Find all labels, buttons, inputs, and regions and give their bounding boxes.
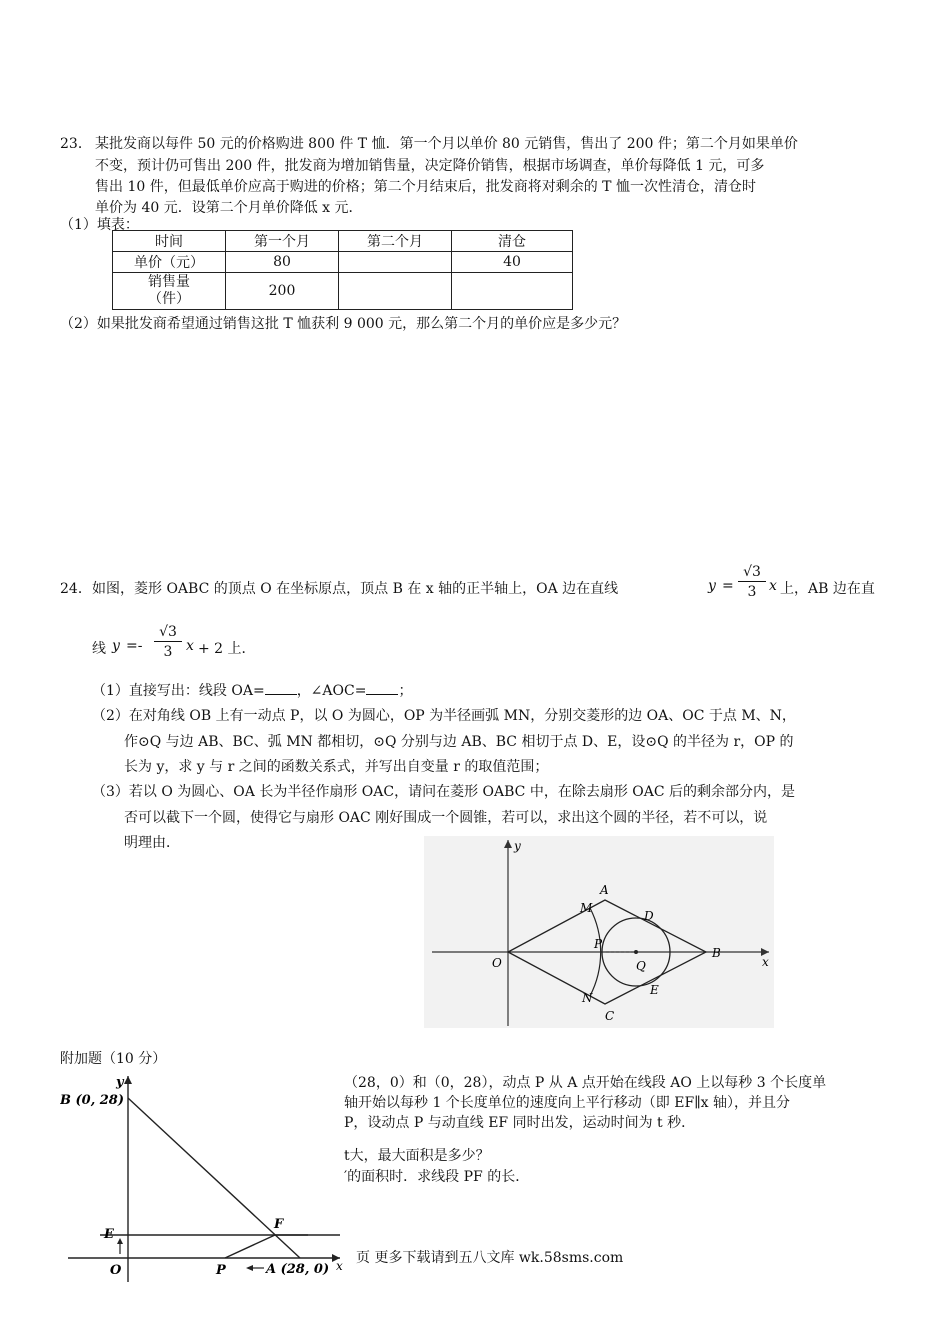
label-o: O (110, 1263, 122, 1278)
q23-part1-label: （1）填表： (60, 217, 139, 233)
table-cell (339, 252, 452, 273)
q24-part2-line-3: 长为 y，求 y 与 r 之间的函数关系式，并写出自变量 r 的取值范围； (124, 759, 549, 775)
table-cell: 单价（元） (113, 252, 226, 273)
table-cell: 销售量（件） (113, 273, 226, 310)
q24-part2-line-1: （2）在对角线 OB 上有一动点 P，以 O 为圆心，OP 为半径画弧 MN，分别交菱形的边 OA、OC 于点 M、N， (92, 708, 796, 724)
label-a: A (28, 0) (266, 1262, 330, 1277)
q24-part1 (92, 680, 412, 700)
q23-line-4: 单价为 40 元．设第二个月单价降低 x 元． (95, 200, 363, 216)
label-x: x (336, 1259, 343, 1273)
label-b: B (0, 28) (60, 1093, 125, 1108)
label-m: M (580, 901, 593, 915)
footer-download-note: 页 更多下载请到五八文库 wk.58sms.com (356, 1250, 624, 1266)
q24-line2-tail: + 2 上． (198, 641, 256, 657)
left-arrow-icon (246, 1265, 253, 1271)
table-row (113, 273, 573, 310)
bonus-line-4: t大，最大面积是多少？ (344, 1148, 490, 1164)
q24-part2-line-2: 作⊙Q 与边 AB、BC、弧 MN 都相切，⊙Q 分别与边 AB、BC 相切于点 D、E，设⊙Q 的半径为 r，OP 的 (124, 734, 794, 750)
bonus-line-2: 轴开始以每秒 1 个长度单位的速度向上平行移动（即 EF∥x 轴），并且分 (344, 1095, 791, 1111)
label-b: B (712, 946, 721, 960)
label-y: y (514, 839, 521, 853)
segment-pf (225, 1235, 275, 1258)
q24-line2-text: 线 (92, 641, 106, 657)
label-e: E (104, 1227, 114, 1242)
q23-line-2: 不变，预计仍可售出 200 件，批发商为增加销售量，决定降价销售，根据市场调查，单价每降低 1 元，可多 (95, 158, 765, 174)
q24-rhombus-figure (424, 836, 774, 1028)
blank-oa[interactable] (265, 682, 297, 695)
table-cell: 80 (226, 252, 339, 273)
bonus-figure (60, 1070, 348, 1285)
q24-line2-eq: =- (126, 638, 143, 654)
q24-line1-text: 如图，菱形 OABC 的顶点 O 在坐标原点，顶点 B 在 x 轴的正半轴上，OA 边在直线 (92, 581, 619, 597)
label-d: D (644, 909, 654, 923)
bonus-line-5: ′的面积时．求线段 PF 的长． (344, 1169, 530, 1185)
q24-part1-mid: ，∠AOC= (296, 683, 367, 699)
q24-part1-text: （1）直接写出：线段 OA= (92, 683, 265, 699)
frac-numerator: √3 (738, 563, 766, 582)
label-o: O (492, 956, 502, 970)
label-n: N (582, 991, 593, 1005)
table-cell: 200 (226, 273, 339, 310)
q24-line1-y: y (708, 578, 716, 594)
label-p: P (216, 1263, 226, 1278)
bonus-line-3: P，设动点 P 与动直线 EF 同时出发，运动时间为 t 秒． (344, 1115, 696, 1131)
table-header-cell: 时间 (113, 231, 226, 252)
table-row (113, 252, 573, 273)
q24-line2-x: x (186, 638, 194, 654)
q23-number: 23． (60, 136, 92, 152)
y-axis-arrow-icon (124, 1076, 132, 1084)
table-header-cell: 清仓 (452, 231, 573, 252)
bonus-line-1: （28，0）和（0，28），动点 P 从 A 点开始在线段 AO 上以每秒 3 个长度单 (344, 1075, 827, 1091)
frac-denominator: 3 (163, 644, 173, 660)
q24-part3-line-1: （3）若以 O 为圆心、OA 长为半径作扇形 OAC，请问在菱形 OABC 中，在除去扇形 OAC 后的剩余部分内，是 (92, 784, 796, 800)
up-arrow-icon (117, 1238, 123, 1244)
label-e: E (650, 983, 659, 997)
label-q: Q (636, 959, 646, 973)
table-header-cell: 第一个月 (226, 231, 339, 252)
frac-numerator: √3 (154, 623, 182, 642)
label-x: x (762, 955, 769, 969)
label-f: F (274, 1217, 284, 1232)
q24-line1-eq: = (722, 578, 734, 594)
q23-fill-table (112, 230, 573, 310)
q23-line-1: 某批发商以每件 50 元的价格购进 800 件 T 恤．第一个月以单价 80 元销售，售出了 200 件；第二个月如果单价 (95, 136, 798, 152)
segment-ab (128, 1098, 300, 1258)
table-cell: 40 (452, 252, 573, 273)
label-c: C (605, 1009, 615, 1023)
q24-line2-y: y (112, 638, 120, 654)
q24-frac-2 (154, 623, 182, 662)
q24-part3-line-2: 否可以截下一个圆，使得它与扇形 OAC 刚好围成一个圆锥，若可以，求出这个圆的半径，若不可以，说 (124, 810, 768, 826)
label-y: y (116, 1075, 124, 1090)
bonus-title: 附加题（10 分） (60, 1051, 167, 1067)
q24-line1-x: x (769, 578, 777, 594)
q24-number: 24． (60, 581, 92, 597)
q23-part2: （2）如果批发商希望通过销售这批 T 恤获利 9 000 元，那么第二个月的单价应是多少元？ (60, 316, 627, 332)
q24-part3-line-3: 明理由． (124, 835, 180, 851)
table-cell (339, 273, 452, 310)
table-header-cell: 第二个月 (339, 231, 452, 252)
label-p: P (594, 937, 603, 951)
q24-line1-tail: 上，AB 边在直 (780, 581, 875, 597)
blank-aoc[interactable] (366, 682, 398, 695)
frac-denominator: 3 (747, 584, 757, 600)
q23-line-3: 售出 10 件，但最低单价应高于购进的价格；第二个月结束后，批发商将对剩余的 T 恤一次性清仓，清仓时 (95, 179, 756, 195)
table-cell (452, 273, 573, 310)
q24-part1-end: ； (398, 683, 413, 699)
q24-frac-1 (738, 563, 766, 602)
table-header-row (113, 231, 573, 252)
label-a: A (600, 883, 609, 897)
